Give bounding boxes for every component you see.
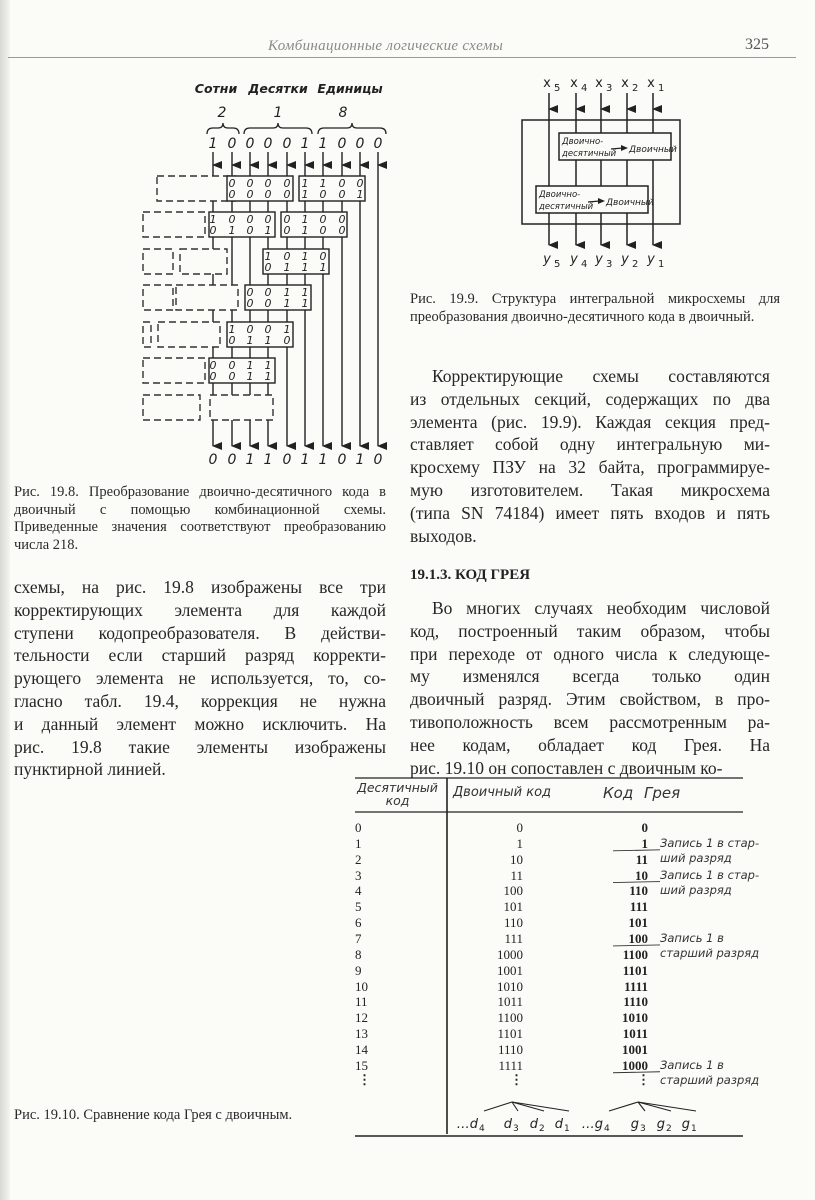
block-top-bit: 1: [301, 250, 309, 263]
block-bottom-bit: 0: [209, 224, 217, 237]
group-digit: 1: [273, 105, 283, 121]
output-label: y: [570, 252, 578, 267]
section-paragraph: [410, 597, 770, 779]
binary-value: 1100: [497, 1010, 523, 1026]
decimal-value: 13: [355, 1026, 368, 1042]
output-label: y: [595, 252, 603, 267]
binary-value: 1: [516, 835, 523, 851]
output-bit: 0: [208, 452, 218, 468]
block-top-bit: 0: [283, 250, 291, 263]
output-label: y: [621, 252, 629, 267]
text-line: пунктирной линией.: [14, 759, 166, 780]
output-bit: 1: [318, 452, 328, 468]
gray-code-value: 1011: [622, 1026, 648, 1042]
gray-code-value: 1000: [622, 1057, 648, 1073]
gray-bit-subscript: 3: [640, 1124, 646, 1134]
block-bottom-bit: 1: [283, 261, 291, 274]
output-subscript: 1: [658, 259, 665, 270]
output-subscript: 5: [554, 259, 561, 270]
note-line: ший разряд: [660, 850, 732, 865]
correction-element: [263, 249, 329, 274]
block-from-label: десятичный: [539, 202, 594, 212]
block-bottom-bit: 0: [246, 188, 254, 201]
text-line: тивоположность всем рассмотренным ра-: [410, 711, 770, 732]
gray-bit-label: g: [630, 1117, 639, 1132]
block-bottom-bit: 0: [246, 224, 254, 237]
decimal-value: 10: [355, 978, 368, 994]
group-digit: 8: [338, 105, 348, 121]
gray-bit-label: …g: [581, 1117, 603, 1132]
block-to-label: Двоичный: [629, 145, 677, 155]
decimal-value: 12: [355, 1010, 368, 1026]
note-line: старший разряд: [660, 1072, 760, 1087]
correction-element: [209, 358, 275, 383]
figure-19-8-caption: Рис. 19.8. Преобразование двоично-десятичного кода в двоичный с помощью комбинационной схемы. Приведенные значения соответствуют преобразованию числа 218.: [14, 484, 386, 553]
gray-bit-subscript: 1: [691, 1124, 697, 1134]
decimal-value: 15: [355, 1057, 368, 1073]
unused-correction-element: [143, 395, 200, 420]
gray-code-value: 1010: [622, 1010, 648, 1026]
unused-correction-element: [143, 358, 205, 383]
block-top-bit: 0: [319, 250, 327, 263]
text-line: Корректирующие схемы составляются: [432, 366, 770, 386]
block-top-bit: 0: [283, 213, 291, 226]
block-top-bit: 0: [209, 359, 217, 372]
decimal-value: 5: [355, 899, 362, 915]
block-top-bit: 0: [338, 213, 346, 226]
block-bottom-bit: 0: [283, 188, 291, 201]
block-top-bit: 0: [246, 213, 254, 226]
block-top-bit: 0: [356, 177, 364, 190]
gray-code-value: 100: [628, 930, 648, 946]
column-header-binary: Двоичный код: [453, 785, 552, 800]
block-top-bit: 1: [283, 286, 291, 299]
text-line: и данный элемент можно исключить. На: [14, 713, 386, 734]
output-bit: 1: [300, 452, 310, 468]
block-bottom-bit: 0: [338, 224, 346, 237]
binary-bit-subscript: 3: [513, 1124, 519, 1134]
gray-code-value: 1111: [624, 978, 648, 994]
binary-bit-label: d: [554, 1117, 563, 1132]
note-line: Запись 1 в: [660, 1057, 724, 1072]
text-line: ставляет собой одну интегральную ми-: [410, 434, 770, 455]
reflection-note: [660, 931, 759, 961]
input-bit: 0: [263, 136, 273, 152]
input-subscript: 3: [606, 83, 613, 94]
text-line: нее кодам, обладает код Грея. На: [410, 734, 770, 755]
text-line: выходов.: [410, 525, 477, 546]
output-subscript: 4: [581, 259, 588, 270]
decimal-value: 8: [355, 946, 362, 962]
block-top-bit: 0: [264, 213, 272, 226]
block-top-bit: 0: [319, 213, 327, 226]
gray-bit-subscript: 4: [604, 1124, 610, 1134]
block-top-bit: 0: [246, 323, 254, 336]
block-bottom-bit: 1: [264, 224, 272, 237]
output-bit: 1: [263, 452, 273, 468]
decimal-value: 3: [355, 867, 362, 883]
text-line: ступени кодопреобразователя. В действи-: [14, 622, 386, 643]
block-from-label: десятичный: [562, 149, 617, 159]
binary-value: 0: [516, 820, 523, 835]
text-line: рис. 19.8 такие элементы изображены: [14, 736, 386, 757]
header-rule: [8, 57, 796, 58]
block-bottom-bit: 1: [228, 224, 236, 237]
left-paragraph: [14, 576, 386, 781]
output-bit: 0: [337, 452, 347, 468]
correction-element: [245, 285, 311, 310]
header-decimal-line1: Десятичный: [357, 780, 438, 795]
block-bottom-bit: 0: [338, 188, 346, 201]
page-edge-shadow: [0, 0, 10, 1200]
input-bit: 0: [373, 136, 383, 152]
column-header-decimal: [355, 781, 440, 807]
column-header-gray: Код Грея: [603, 784, 681, 802]
group-digit: 2: [217, 105, 227, 121]
correction-element: [227, 176, 293, 201]
block-bottom-bit: 1: [264, 334, 272, 347]
input-bit: 0: [245, 136, 255, 152]
block-from-label: Двоично-: [562, 137, 604, 147]
binary-value: 100: [503, 883, 523, 899]
output-bit: 1: [245, 452, 255, 468]
gray-code-value: 0: [641, 820, 648, 835]
correction-element: [227, 322, 293, 347]
block-top-bit: 0: [283, 177, 291, 190]
gray-code-value: 10: [635, 867, 648, 883]
text-line: (типа SN 74184) имеет пять входов и пять: [410, 502, 770, 523]
unused-correction-element: [158, 322, 220, 347]
decimal-value: 6: [355, 915, 362, 931]
block-bottom-bit: 1: [283, 297, 291, 310]
output-bit: 0: [373, 452, 383, 468]
output-label: y: [647, 252, 655, 267]
input-bit: 0: [282, 136, 292, 152]
decimal-value: 9: [355, 962, 362, 978]
decimal-value: 4: [355, 883, 362, 899]
block-bottom-bit: 0: [246, 297, 254, 310]
block-top-bit: 1: [319, 177, 327, 190]
text-line: рис. 19.10 он сопоставлен с двоичным ко-: [410, 757, 723, 778]
text-line: тельности если старший разряд корректи-: [14, 645, 386, 666]
binary-bit-label: …d: [456, 1117, 478, 1132]
binary-value: 110: [503, 915, 523, 931]
block-to-label: Двоичный: [606, 198, 654, 208]
block-top-bit: 0: [264, 286, 272, 299]
block-bottom-bit: 0: [264, 297, 272, 310]
binary-value: 1000: [497, 946, 523, 962]
correction-element: [209, 212, 275, 237]
binary-value: 1011: [497, 994, 523, 1010]
group-label: Сотни: [194, 81, 238, 96]
bit-fan-line: [609, 1102, 638, 1111]
block-bottom-bit: 0: [228, 188, 236, 201]
output-label: y: [543, 252, 551, 267]
running-title: Комбинационные логические схемы: [268, 38, 504, 54]
text-line: кросхему ПЗУ на 32 байта, программируе-: [410, 457, 770, 478]
group-brace: [318, 123, 386, 134]
binary-value: 1010: [497, 978, 523, 994]
text-line: мую изготовителем. Такая микросхема: [410, 479, 770, 500]
converter-block: [536, 186, 654, 213]
note-line: ший разряд: [660, 882, 732, 897]
binary-value: 1101: [497, 1026, 523, 1042]
text-line: элемента (рис. 19.9). Каждая секция пред-: [410, 411, 770, 432]
input-bit: 0: [227, 136, 237, 152]
block-from-label: Двоично-: [539, 190, 581, 200]
block-top-bit: 0: [246, 286, 254, 299]
group-brace: [207, 123, 239, 134]
note-line: Запись 1 в стар-: [660, 867, 760, 882]
block-top-bit: 1: [264, 359, 272, 372]
block-bottom-bit: 1: [301, 188, 309, 201]
text-line: рующего элемента не используется, то, со-: [14, 668, 386, 689]
input-subscript: 2: [632, 83, 639, 94]
binary-bit-subscript: 2: [539, 1124, 545, 1134]
binary-value: 1111: [498, 1057, 523, 1073]
binary-value: 11: [510, 867, 523, 883]
group-label: Единицы: [317, 81, 383, 96]
input-bit: 0: [337, 136, 347, 152]
input-bit: 1: [208, 136, 218, 152]
block-top-bit: 1: [301, 286, 309, 299]
text-line: двоичный разряд. Этим свойством, в про-: [410, 689, 770, 710]
reflection-note: [660, 868, 759, 898]
gray-bit-subscript: 2: [666, 1124, 672, 1134]
output-bit: 0: [282, 452, 292, 468]
input-label: x: [543, 76, 551, 91]
binary-value: 10: [510, 851, 523, 867]
gray-bit-label: g: [681, 1117, 690, 1132]
figure-19-8-diagram: [140, 75, 400, 475]
gray-code-value: 1001: [622, 1041, 648, 1057]
block-bottom-bit: 1: [301, 224, 309, 237]
gray-code-value: 1: [641, 835, 648, 851]
block-bottom-bit: 1: [319, 261, 327, 274]
block-bottom-bit: 1: [246, 370, 254, 383]
decimal-value: 7: [355, 930, 362, 946]
block-bottom-bit: 0: [283, 224, 291, 237]
binary-bit-subscript: 4: [479, 1124, 485, 1134]
input-bit: 1: [318, 136, 328, 152]
reflection-note: [660, 1058, 759, 1088]
unused-correction-element: [143, 322, 151, 347]
input-bit: 0: [355, 136, 365, 152]
text-line: корректирующих элемента для каждой: [14, 599, 386, 620]
group-label: Десятки: [248, 81, 308, 96]
gray-bit-label: g: [656, 1117, 665, 1132]
block-top-bit: 1: [301, 177, 309, 190]
header-decimal-line2: код: [385, 793, 410, 808]
block-top-bit: 0: [264, 177, 272, 190]
block-top-bit: 0: [338, 177, 346, 190]
gray-code-value: 110: [629, 883, 648, 899]
input-subscript: 1: [658, 83, 665, 94]
figure-19-9-diagram: [505, 72, 695, 282]
output-subscript: 2: [632, 259, 639, 270]
binary-value: 101: [503, 899, 523, 915]
correction-element: [281, 212, 347, 237]
figure-19-10-caption: Рис. 19.10. Сравнение кода Грея с двоичным.: [14, 1107, 293, 1123]
block-bottom-bit: 0: [319, 188, 327, 201]
block-bottom-bit: 0: [264, 188, 272, 201]
decimal-value: 2: [355, 851, 362, 867]
input-label: x: [647, 76, 655, 91]
unused-correction-element: [180, 249, 227, 274]
correction-element: [299, 176, 365, 201]
figure-19-10-table: [355, 777, 760, 1139]
unused-correction-element: [210, 395, 273, 420]
text-line: Во многих случаях необходим числовой: [432, 598, 770, 618]
group-brace: [244, 123, 312, 134]
continuation-ellipsis: ⋮: [358, 1071, 371, 1087]
block-top-bit: 0: [228, 177, 236, 190]
continuation-ellipsis: ⋮: [637, 1071, 650, 1087]
continuation-ellipsis: ⋮: [510, 1071, 523, 1087]
decimal-value: 14: [355, 1041, 368, 1057]
gray-code-value: 111: [629, 899, 648, 915]
block-top-bit: 0: [264, 323, 272, 336]
block-top-bit: 1: [301, 213, 309, 226]
output-bit: 1: [355, 452, 365, 468]
block-bottom-bit: 1: [264, 370, 272, 383]
gray-code-value: 1110: [623, 994, 648, 1010]
converter-block: [559, 133, 677, 160]
right-paragraph: [410, 365, 770, 547]
block-top-bit: 1: [264, 250, 272, 263]
block-top-bit: 0: [246, 177, 254, 190]
input-label: x: [595, 76, 603, 91]
block-top-bit: 1: [209, 213, 217, 226]
binary-value: 1001: [497, 962, 523, 978]
decimal-value: 11: [355, 994, 368, 1010]
input-label: x: [621, 76, 629, 91]
gray-code-value: 1100: [622, 946, 648, 962]
binary-bit-label: d: [529, 1117, 538, 1132]
note-line: старший разряд: [660, 945, 760, 960]
figure-19-9-caption: Рис. 19.9. Структура интегральной микросхемы для преобразования двоично-десятичного кода в двоичный.: [410, 291, 780, 325]
block-top-bit: 1: [228, 323, 236, 336]
text-line: гласно табл. 19.4, коррекция не нужна: [14, 690, 386, 711]
bit-fan-line: [484, 1102, 512, 1111]
block-bottom-bit: 0: [228, 334, 236, 347]
text-line: схемы, на рис. 19.8 изображены все три: [14, 577, 386, 597]
note-line: Запись 1 в стар-: [660, 835, 760, 850]
block-bottom-bit: 0: [209, 370, 217, 383]
text-line: код, построенный таким образом, чтобы: [410, 620, 770, 641]
block-bottom-bit: 1: [301, 297, 309, 310]
note-line: Запись 1 в: [660, 930, 724, 945]
block-bottom-bit: 1: [356, 188, 364, 201]
unused-correction-element: [143, 249, 173, 274]
text-line: при переходе от одного числа к следующе-: [410, 643, 770, 664]
block-top-bit: 1: [283, 323, 291, 336]
gray-code-value: 101: [628, 915, 648, 931]
binary-bit-label: d: [503, 1117, 512, 1132]
block-bottom-bit: 0: [264, 261, 272, 274]
section-heading: 19.1.3. КОД ГРЕЯ: [410, 567, 531, 583]
text-line: из отдельных секций, содержащих по два: [410, 388, 770, 409]
block-bottom-bit: 1: [301, 261, 309, 274]
reflection-note: [660, 836, 759, 866]
unused-correction-element: [176, 285, 238, 310]
input-bit: 1: [300, 136, 310, 152]
unused-correction-element: [143, 285, 173, 310]
decimal-value: 1: [355, 835, 362, 851]
output-bit: 0: [227, 452, 237, 468]
block-top-bit: 1: [246, 359, 254, 372]
block-top-bit: 0: [228, 213, 236, 226]
gray-code-value: 11: [635, 851, 648, 867]
gray-code-value: 1101: [622, 962, 648, 978]
text-line: му изменялся всегда только один: [410, 666, 770, 687]
block-bottom-bit: 1: [246, 334, 254, 347]
unused-correction-element: [157, 176, 235, 201]
output-subscript: 3: [606, 259, 613, 270]
block-top-bit: 0: [228, 359, 236, 372]
page-number: 325: [745, 36, 769, 53]
block-bottom-bit: 0: [283, 334, 291, 347]
binary-value: 1110: [497, 1041, 523, 1057]
input-subscript: 5: [554, 83, 561, 94]
block-bottom-bit: 0: [228, 370, 236, 383]
binary-value: 111: [504, 930, 523, 946]
unused-correction-element: [143, 212, 205, 237]
block-bottom-bit: 0: [319, 224, 327, 237]
input-subscript: 4: [581, 83, 588, 94]
input-label: x: [570, 76, 578, 91]
binary-bit-subscript: 1: [564, 1124, 570, 1134]
decimal-value: 0: [355, 820, 362, 835]
